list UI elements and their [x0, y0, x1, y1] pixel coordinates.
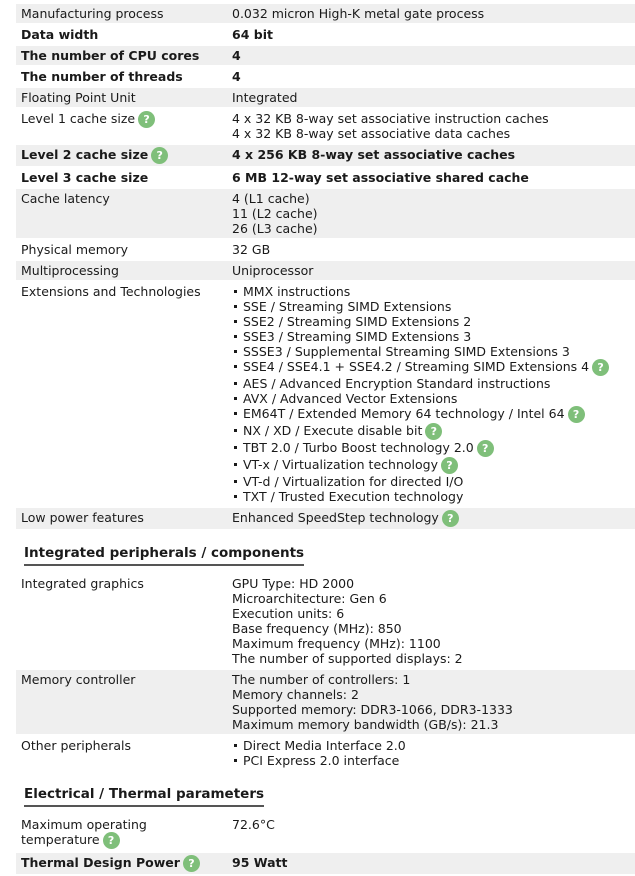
spec-value: 6 MB 12-way set associative shared cache: [232, 170, 529, 185]
spec-value-line: 26 (L3 cache): [232, 221, 318, 236]
help-icon[interactable]: ?: [151, 147, 168, 164]
spec-value-line: 4 x 32 KB 8-way set associative data caches: [232, 126, 511, 141]
help-icon[interactable]: ?: [477, 440, 494, 457]
table-row: [16, 853, 635, 874]
spec-label: The number of CPU cores: [16, 46, 227, 65]
table-row: [16, 4, 635, 23]
spec-label: Level 3 cache size: [21, 170, 149, 185]
spec-value-line: The number of controllers: 1: [232, 672, 411, 687]
list-item: TBT 2.0 / Turbo Boost technology 2.0 ?: [243, 440, 630, 457]
spec-label: Cache latency: [16, 189, 227, 238]
spec-label: Level 1 cache size: [21, 111, 136, 126]
spec-value-line: 4 x 32 KB 8-way set associative instruction caches: [232, 111, 549, 126]
spec-label: Memory controller: [16, 670, 227, 734]
table-row: [16, 25, 635, 44]
spec-value-line: Execution units: 6: [232, 606, 345, 621]
spec-label: Integrated graphics: [21, 576, 144, 591]
spec-label: Data width: [21, 27, 99, 42]
list-item: SSE / Streaming SIMD Extensions: [243, 299, 630, 314]
spec-value-line: GPU Type: HD 2000: [232, 576, 355, 591]
help-icon[interactable]: ?: [138, 111, 155, 128]
spec-label: Extensions and Technologies: [21, 284, 201, 299]
spec-value: 4: [227, 46, 635, 65]
spec-value: 64 bit: [232, 27, 273, 42]
spec-value-line: Supported memory: DDR3-1066, DDR3-1333: [232, 702, 513, 717]
spec-value: 0.032 micron High-K metal gate process: [227, 4, 635, 23]
section-heading-peripherals: Integrated peripherals / components: [24, 545, 304, 566]
list-item: SSSE3 / Supplemental Streaming SIMD Extensions 3: [243, 344, 630, 359]
list-item: EM64T / Extended Memory 64 technology / Intel 64 ?: [243, 406, 630, 423]
spec-label: Floating Point Unit: [16, 88, 227, 107]
spec-value-line: Base frequency (MHz): 850: [232, 621, 402, 636]
list-item: SSE2 / Streaming SIMD Extensions 2: [243, 314, 630, 329]
spec-label: Physical memory: [21, 242, 129, 257]
spec-value: Enhanced SpeedStep technology: [232, 510, 439, 525]
spec-value: Integrated: [227, 88, 635, 107]
help-icon[interactable]: ?: [425, 423, 442, 440]
spec-value: 4: [232, 69, 241, 84]
spec-value-line: 11 (L2 cache): [232, 206, 318, 221]
table-row: [16, 145, 635, 166]
spec-label: Other peripherals: [21, 738, 132, 753]
list-item: AES / Advanced Encryption Standard instructions: [243, 376, 630, 391]
table-row: [16, 574, 635, 668]
peripherals-list: [232, 738, 630, 768]
list-item: NX / XD / Execute disable bit ?: [243, 423, 630, 440]
table-row: [16, 508, 635, 529]
help-icon[interactable]: ?: [183, 855, 200, 872]
table-row: [16, 168, 635, 187]
spec-value: 4 x 256 KB 8-way set associative caches: [227, 145, 635, 166]
peripherals-table: [16, 572, 635, 772]
table-row: [16, 109, 635, 143]
list-item: VT-x / Virtualization technology ?: [243, 457, 630, 474]
list-item: PCI Express 2.0 interface: [243, 753, 630, 768]
spec-label: Level 2 cache size: [21, 147, 149, 162]
spec-value-line: Memory channels: 2: [232, 687, 359, 702]
table-row: [16, 240, 635, 259]
list-item: SSE4 / SSE4.1 + SSE4.2 / Streaming SIMD Extensions 4 ?: [243, 359, 630, 376]
table-row: [16, 736, 635, 770]
spec-label: Manufacturing process: [16, 4, 227, 23]
help-icon[interactable]: ?: [592, 359, 609, 376]
spec-value-line: Maximum frequency (MHz): 1100: [232, 636, 441, 651]
table-row: [16, 815, 635, 851]
table-row: [16, 282, 635, 506]
spec-page: [16, 0, 635, 876]
specs-table: [16, 2, 635, 531]
spec-value: 95 Watt: [227, 853, 635, 874]
list-item: TXT / Trusted Execution technology: [243, 489, 630, 504]
thermal-table: [16, 813, 635, 876]
help-icon[interactable]: ?: [441, 457, 458, 474]
spec-value: 32 GB: [232, 242, 271, 257]
list-item: VT-d / Virtualization for directed I/O: [243, 474, 630, 489]
spec-label: Multiprocessing: [16, 261, 227, 280]
spec-value-line: 4 (L1 cache): [232, 191, 310, 206]
table-row: [16, 261, 635, 280]
spec-label: Maximum operating: [21, 817, 147, 832]
extensions-list: [232, 284, 630, 504]
spec-value: Uniprocessor: [227, 261, 635, 280]
table-row: [16, 46, 635, 65]
list-item: AVX / Advanced Vector Extensions: [243, 391, 630, 406]
table-row: [16, 189, 635, 238]
list-item: Direct Media Interface 2.0: [243, 738, 630, 753]
list-item: SSE3 / Streaming SIMD Extensions 3: [243, 329, 630, 344]
help-icon[interactable]: ?: [442, 510, 459, 527]
spec-value-line: The number of supported displays: 2: [232, 651, 463, 666]
spec-value-line: Microarchitecture: Gen 6: [232, 591, 387, 606]
spec-label: The number of threads: [21, 69, 183, 84]
spec-value: 72.6°C: [232, 817, 275, 832]
table-row: [16, 67, 635, 86]
spec-label: Low power features: [16, 508, 227, 529]
help-icon[interactable]: ?: [103, 832, 120, 849]
spec-label: temperature: [21, 832, 100, 847]
spec-value-line: Maximum memory bandwidth (GB/s): 21.3: [232, 717, 499, 732]
spec-label: Thermal Design Power: [21, 855, 180, 870]
section-heading-thermal: Electrical / Thermal parameters: [24, 786, 264, 807]
list-item: MMX instructions: [243, 284, 630, 299]
table-row: [16, 88, 635, 107]
table-row: [16, 670, 635, 734]
help-icon[interactable]: ?: [568, 406, 585, 423]
